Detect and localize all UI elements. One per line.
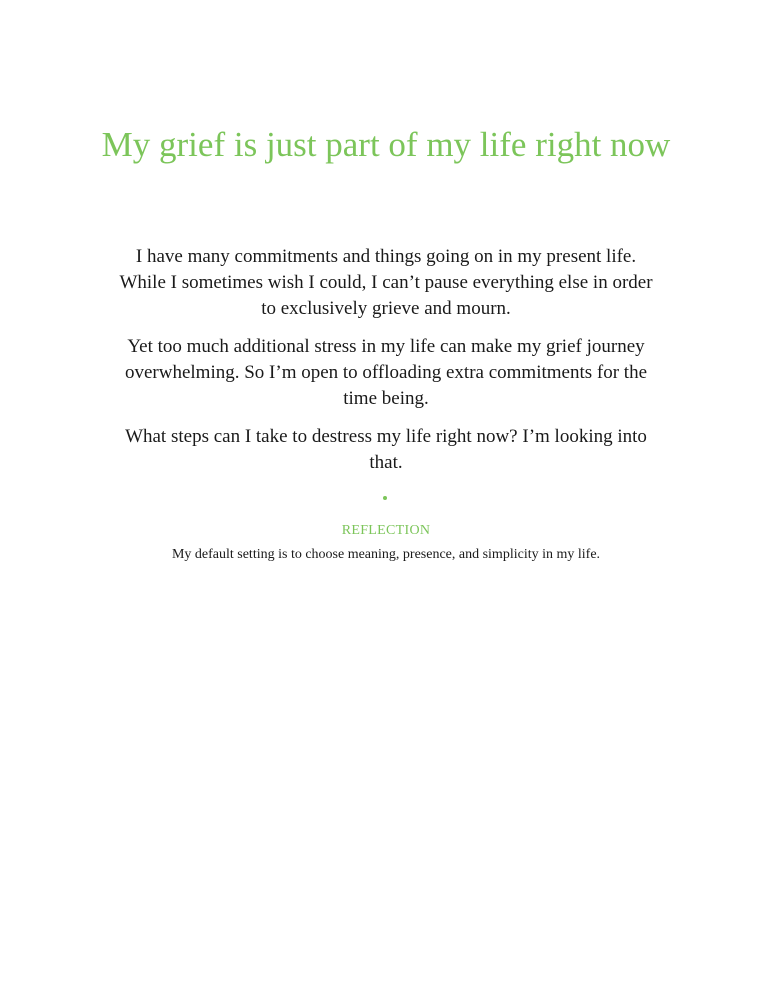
paragraph-2: Yet too much additional stress in my life can make my grief journey overwhelming. So I’m open to offloading extra commitments for the time being.	[124, 336, 648, 409]
page-title: My grief is just part of my life right now	[101, 125, 671, 164]
reflection-label: REFLECTION	[341, 523, 431, 538]
divider-dot	[383, 496, 387, 500]
paragraph-3: What steps can I take to destress my life right now? I’m looking into that.	[125, 426, 647, 473]
body-text	[116, 244, 656, 488]
reflection-text: My default setting is to choose meaning, presence, and simplicity in my life.	[171, 547, 601, 562]
paragraph-1: I have many commitments and things going on in my present life. While I sometimes wish I could, I can’t pause everything else in order to exclusively grieve and mourn.	[119, 246, 653, 319]
